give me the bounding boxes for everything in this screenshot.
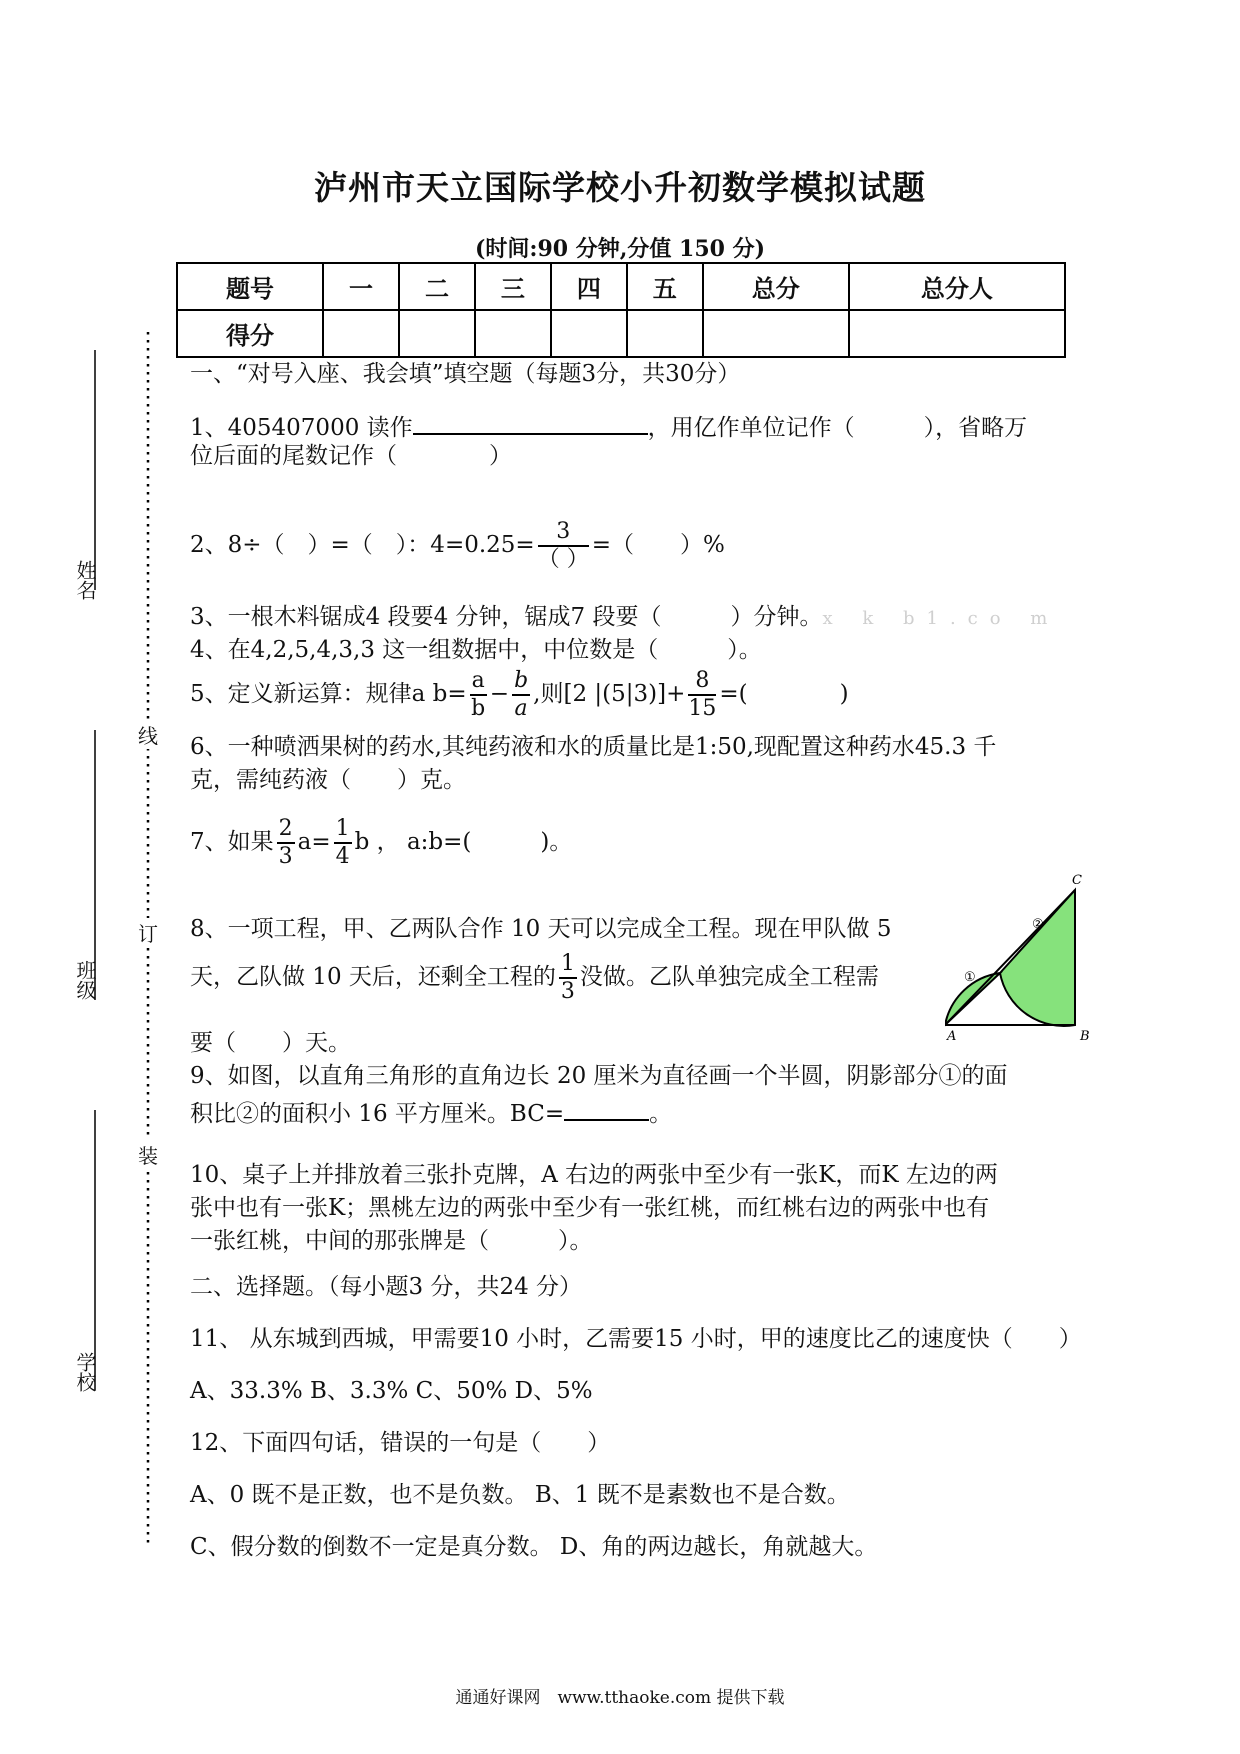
q8-numerator: 1 <box>559 953 577 979</box>
q9-text-b: 积比②的面积小 16 平方厘米。BC= <box>190 1101 565 1127</box>
q8-denominator: 3 <box>560 979 575 1004</box>
question-1-line-2: 位后面的尾数记作（ ） <box>190 443 512 469</box>
score-cell[interactable] <box>323 310 399 357</box>
q2-denominator: （ ） <box>537 547 589 572</box>
q1-text-b: ，用亿作单位记作（ ），省略万 <box>647 415 1028 441</box>
section-one-heading: 一、“对号入座、我会填”填空题（每题3分，共30分） <box>190 361 741 387</box>
header-cell: 一 <box>323 263 399 310</box>
header-cell: 题号 <box>177 263 323 310</box>
header-cell: 总分 <box>703 263 849 310</box>
question-8-line-3: 要（ ）天。 <box>190 1030 351 1056</box>
q9-text-c: 。 <box>649 1101 673 1127</box>
q5-f1-numerator: a <box>470 670 487 696</box>
header-cell: 四 <box>551 263 627 310</box>
score-table <box>176 262 1066 358</box>
q9-answer-blank[interactable] <box>564 1093 649 1121</box>
q7-f1-denominator: 3 <box>278 844 293 869</box>
score-cell[interactable] <box>703 310 849 357</box>
q3-text: 3、一根木料锯成4 段要4 分钟，锯成7 段要（ ）分钟。 <box>190 604 823 630</box>
question-2 <box>190 515 725 575</box>
question-7 <box>190 812 572 872</box>
q2-fraction <box>538 521 589 571</box>
q7-f2-numerator: 1 <box>334 818 352 844</box>
q2-text-a: 2、8÷（ ）=（ ）：4=0.25= <box>190 532 535 558</box>
header-cell: 总分人 <box>849 263 1065 310</box>
q5-f2-numerator: b <box>512 670 530 696</box>
q7-text-a: 7、如果 <box>190 829 274 855</box>
question-12-options-cd: C、假分数的倒数不一定是真分数。 D、角的两边越长，角就越大。 <box>190 1534 878 1560</box>
question-12: 12、下面四句话，错误的一句是（ ） <box>190 1430 611 1456</box>
score-cell[interactable] <box>475 310 551 357</box>
q2-text-b: =（ ）% <box>591 532 725 558</box>
q5-f2-denominator: a <box>514 696 528 721</box>
question-12-options-ab: A、0 既不是正数，也不是负数。 B、1 既不是素数也不是合数。 <box>190 1482 850 1508</box>
header-cell: 二 <box>399 263 475 310</box>
question-9-line-1: 9、如图，以直角三角形的直角边长 20 厘米为直径画一个半圆，阴影部分①的面 <box>190 1063 1008 1089</box>
label-a: A <box>947 1029 957 1044</box>
q5-f1-denominator: b <box>471 696 486 721</box>
label-c: C <box>1072 873 1082 888</box>
q8-text-c: 没做。乙队单独完成全工程需 <box>579 964 879 990</box>
q7-fraction-2 <box>334 818 352 868</box>
q5-minus: − <box>489 681 510 707</box>
q5-fraction-2 <box>512 670 530 720</box>
header-cell: 五 <box>627 263 703 310</box>
school-label: 学校 <box>73 1352 97 1392</box>
question-6-line-2: 克，需纯药液（ ）克。 <box>190 767 466 793</box>
q5-fraction-3 <box>688 670 716 720</box>
question-11-options: A、33.3% B、3.3% C、50% D、5% <box>190 1378 593 1404</box>
q7-f2-denominator: 4 <box>335 844 350 869</box>
q5-f3-numerator: 8 <box>688 670 716 696</box>
name-label: 姓名 <box>73 560 97 600</box>
q7-f1-numerator: 2 <box>277 818 295 844</box>
score-cell[interactable] <box>551 310 627 357</box>
question-11: 11、 从东城到西城，甲需要10 小时，乙需要15 小时，甲的速度比乙的速度快（ ） <box>190 1326 1082 1352</box>
q8-text-b: 天，乙队做 10 天后，还剩全工程的 <box>190 964 556 990</box>
binding-margin <box>0 0 180 1560</box>
score-cell[interactable] <box>627 310 703 357</box>
q7-fraction-1 <box>277 818 295 868</box>
q5-text-a: 5、定义新运算：规律a b= <box>190 681 467 707</box>
question-10-line-3: 一张红桃，中间的那张牌是（ ）。 <box>190 1228 593 1254</box>
q1-answer-blank[interactable] <box>413 407 648 435</box>
region-1-label: ① <box>964 970 976 985</box>
q5-fraction-1 <box>470 670 487 720</box>
class-label: 班级 <box>73 960 97 1000</box>
q5-text-b: ,则[2 |(5|3)]+ <box>533 681 686 707</box>
question-8-line-1: 8、一项工程，甲、乙两队合作 10 天可以完成全工程。现在甲队做 5 <box>190 916 892 942</box>
q7-text-b: a= <box>297 829 331 855</box>
q8-fraction <box>559 953 577 1003</box>
region-2-label: ② <box>1032 917 1044 932</box>
question-6-line-1: 6、一种喷洒果树的药水,其纯药液和水的质量比是1:50,现配置这种药水45.3 千 <box>190 734 997 760</box>
question-5 <box>190 664 849 724</box>
score-table-header-row <box>177 263 1065 310</box>
score-table-score-row <box>177 310 1065 357</box>
section-two-heading: 二、选择题。（每小题3 分，共24 分） <box>190 1274 583 1300</box>
cut-mark-zhuang: 装 <box>138 1140 158 1169</box>
question-10-line-2: 张中也有一张K；黑桃左边的两张中至少有一张红桃，而红桃右边的两张中也有 <box>190 1195 990 1221</box>
watermark: x k b1.co m <box>822 608 1060 629</box>
cut-mark-xian: 线 <box>138 720 158 749</box>
exam-info: (时间:90 分钟,分值 150 分) <box>474 236 766 262</box>
label-b: B <box>1080 1029 1090 1044</box>
q2-numerator: 3 <box>538 521 589 547</box>
question-4: 4、在4,2,5,4,3,3 这一组数据中，中位数是（ ）。 <box>190 637 762 663</box>
question-3 <box>190 601 1059 635</box>
cut-mark-ding: 订 <box>138 918 158 947</box>
question-9-line-2 <box>190 1093 672 1130</box>
shaded-region-2 <box>1000 890 1075 1026</box>
q5-f3-denominator: 15 <box>688 696 717 721</box>
page-title: 泸州市天立国际学校小升初数学模拟试题 <box>314 168 926 207</box>
footer-credit: 通通好课网 www.tthaoke.com 提供下载 <box>455 1688 785 1708</box>
q1-text-a: 1、405407000 读作 <box>190 415 413 441</box>
q7-text-c: b ， a:b=( )。 <box>354 829 573 855</box>
question-8-line-2 <box>190 947 879 1007</box>
triangle-semicircle-figure <box>945 868 1095 1048</box>
q5-text-c: =( ) <box>719 681 849 707</box>
row-label: 得分 <box>177 310 323 357</box>
score-cell[interactable] <box>399 310 475 357</box>
question-10-line-1: 10、桌子上并排放着三张扑克牌，A 右边的两张中至少有一张K，而K 左边的两 <box>190 1162 998 1188</box>
question-1-line-1 <box>190 407 1027 444</box>
score-cell[interactable] <box>849 310 1065 357</box>
header-cell: 三 <box>475 263 551 310</box>
